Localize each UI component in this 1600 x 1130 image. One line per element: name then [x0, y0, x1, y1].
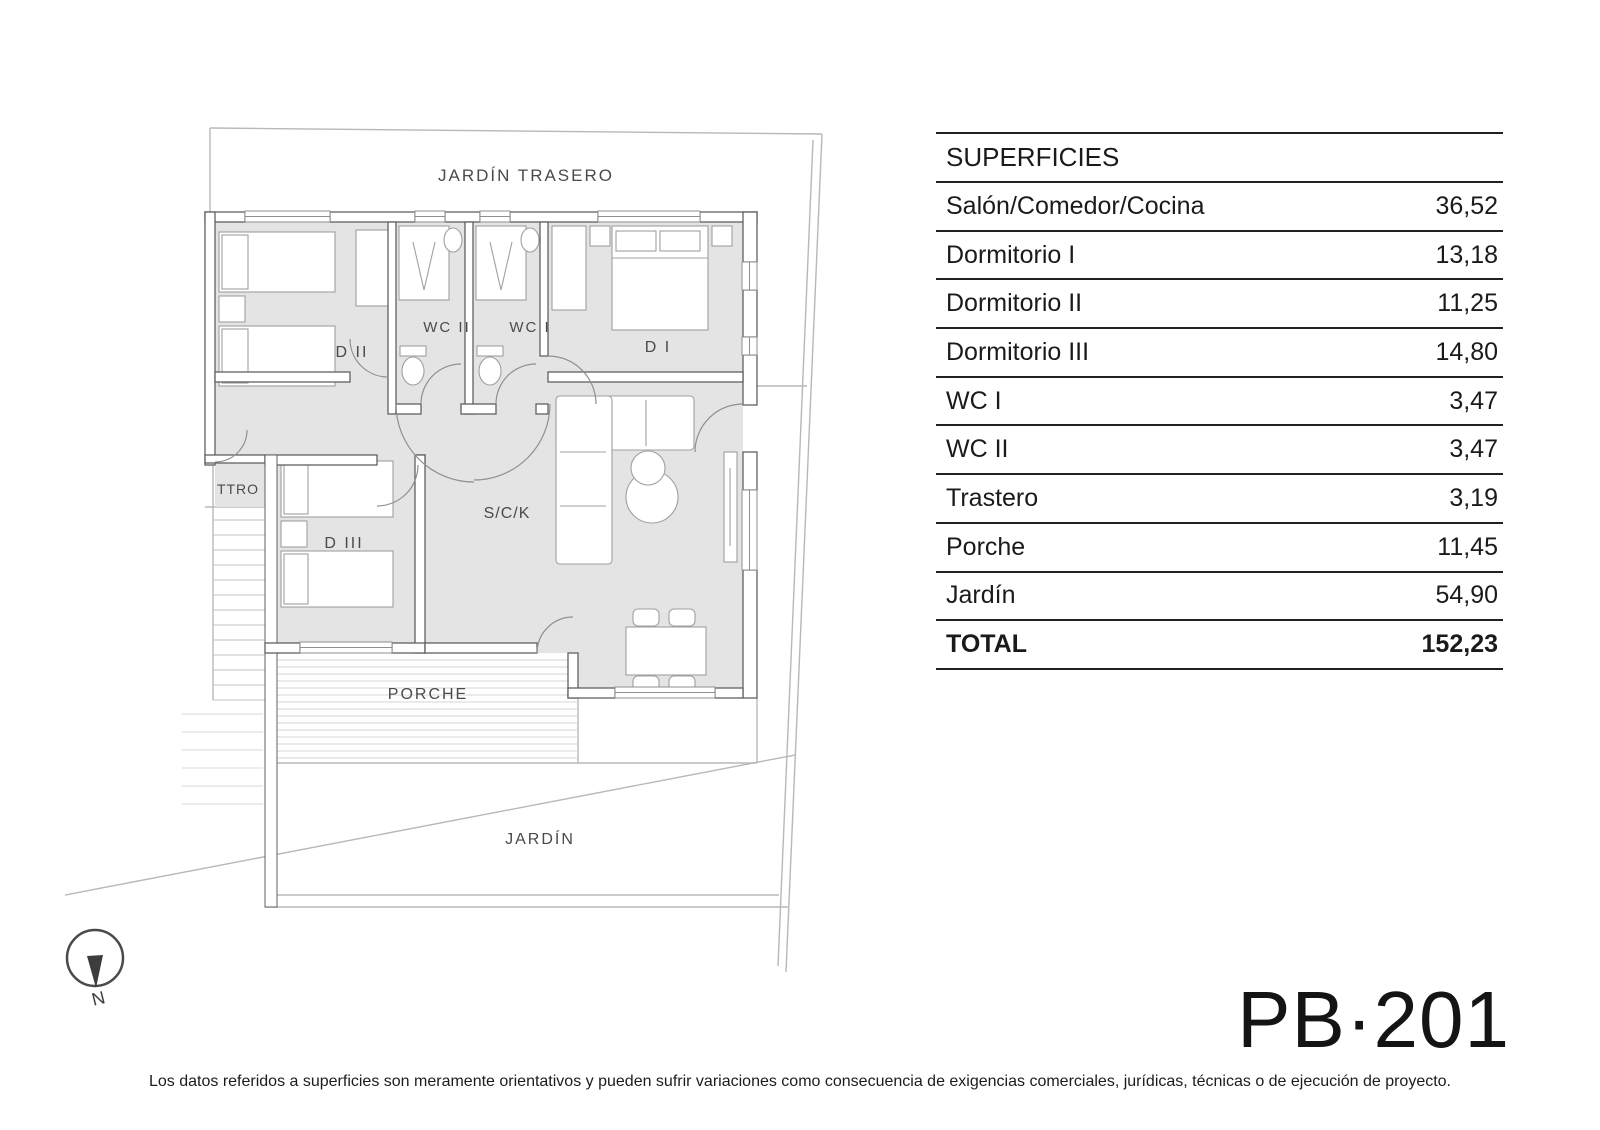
window-sck-side — [742, 490, 757, 570]
surface-label: Porche — [946, 532, 1026, 561]
window-dining — [615, 687, 715, 698]
nightstand-d2 — [219, 296, 245, 322]
surfaces-table-header — [936, 134, 1503, 183]
bed-d1 — [612, 226, 708, 330]
surfaces-table-row — [936, 378, 1503, 427]
window-d1-side-2 — [742, 337, 757, 355]
compass-needle — [87, 955, 103, 988]
surfaces-table-row — [936, 475, 1503, 524]
sink-wc1 — [521, 228, 539, 252]
surfaces-table-row — [936, 183, 1503, 232]
total-value: 152,23 — [1421, 630, 1498, 659]
surface-label: Dormitorio I — [946, 240, 1076, 269]
window-d1-side-1 — [742, 262, 757, 290]
label-garden: JARDÍN — [505, 831, 575, 848]
compass — [67, 930, 123, 1010]
toilet-wc2 — [400, 346, 426, 385]
diagonal-boundary-line — [65, 755, 795, 895]
label-back-garden: JARDÍN TRASERO — [438, 166, 614, 185]
window-d3 — [300, 642, 392, 653]
stairs — [213, 520, 265, 700]
surfaces-table-row — [936, 426, 1503, 475]
surfaces-table-row — [936, 524, 1503, 573]
toilet-wc1 — [477, 346, 503, 385]
surface-label: Trastero — [946, 483, 1039, 512]
wardrobe-d1 — [552, 226, 586, 310]
unit-code: PB·201 — [1237, 975, 1510, 1064]
bed-d3-1 — [281, 461, 393, 517]
total-label: TOTAL — [946, 630, 1028, 659]
surfaces-table-total-row — [936, 621, 1503, 670]
surface-value: 54,90 — [1435, 581, 1498, 610]
label-storage: TTRO — [216, 481, 260, 497]
label-bedroom1: D I — [644, 339, 672, 356]
surface-value: 3,47 — [1449, 435, 1498, 464]
nightstand-d1-right — [712, 226, 732, 246]
surface-label: Salón/Comedor/Cocina — [946, 191, 1205, 220]
shower-wc2 — [399, 226, 449, 300]
label-porch: PORCHE — [387, 686, 469, 703]
surface-value: 11,25 — [1437, 289, 1498, 318]
surfaces-table-row — [936, 573, 1503, 622]
surfaces-table-row — [936, 329, 1503, 378]
wardrobe-d2 — [356, 230, 390, 306]
window-wc1 — [480, 211, 510, 222]
surfaces-table-title: SUPERFICIES — [946, 142, 1120, 172]
window-wc2 — [415, 211, 445, 222]
porch-hatching — [277, 660, 578, 758]
surface-value: 13,18 — [1435, 240, 1498, 269]
surface-label: Dormitorio II — [946, 289, 1083, 318]
window-d2 — [245, 211, 330, 222]
shower-wc1 — [476, 226, 526, 300]
sink-wc2 — [444, 228, 462, 252]
window-d1-top — [598, 211, 700, 222]
surfaces-table — [936, 132, 1503, 670]
bed-d3-2 — [281, 551, 393, 607]
disclaimer-text: Los datos referidos a superficies son meramente orientativos y pueden sufrir variaciones como consecuencia de exigencias comerciales, jurídicas, técnicas o de ejecución de proyecto. — [148, 1073, 1451, 1090]
label-living: S/C/K — [483, 505, 531, 522]
tv-sideboard — [724, 452, 737, 562]
nightstand-d1-left — [590, 226, 610, 246]
compass-north-label: N — [89, 987, 108, 1010]
label-bedroom2: D II — [335, 344, 369, 361]
surface-label: WC I — [946, 386, 1002, 415]
surface-value: 3,47 — [1449, 386, 1498, 415]
surface-value: 14,80 — [1435, 337, 1498, 366]
label-bedroom3: D III — [324, 535, 364, 552]
surface-value: 3,19 — [1449, 483, 1498, 512]
bed-d2-1 — [219, 232, 335, 292]
label-wc2: WC II — [423, 319, 471, 336]
surfaces-table-rows — [936, 183, 1503, 621]
surface-value: 11,45 — [1437, 532, 1498, 561]
surface-label: Jardín — [946, 581, 1016, 610]
label-wc1: WC I — [509, 319, 551, 336]
surfaces-table-row — [936, 232, 1503, 281]
nightstand-d3 — [281, 521, 307, 547]
surfaces-table-row — [936, 280, 1503, 329]
surface-value: 36,52 — [1435, 191, 1498, 220]
garden-steps — [182, 714, 263, 804]
surface-label: Dormitorio III — [946, 337, 1090, 366]
surface-label: WC II — [946, 435, 1009, 464]
